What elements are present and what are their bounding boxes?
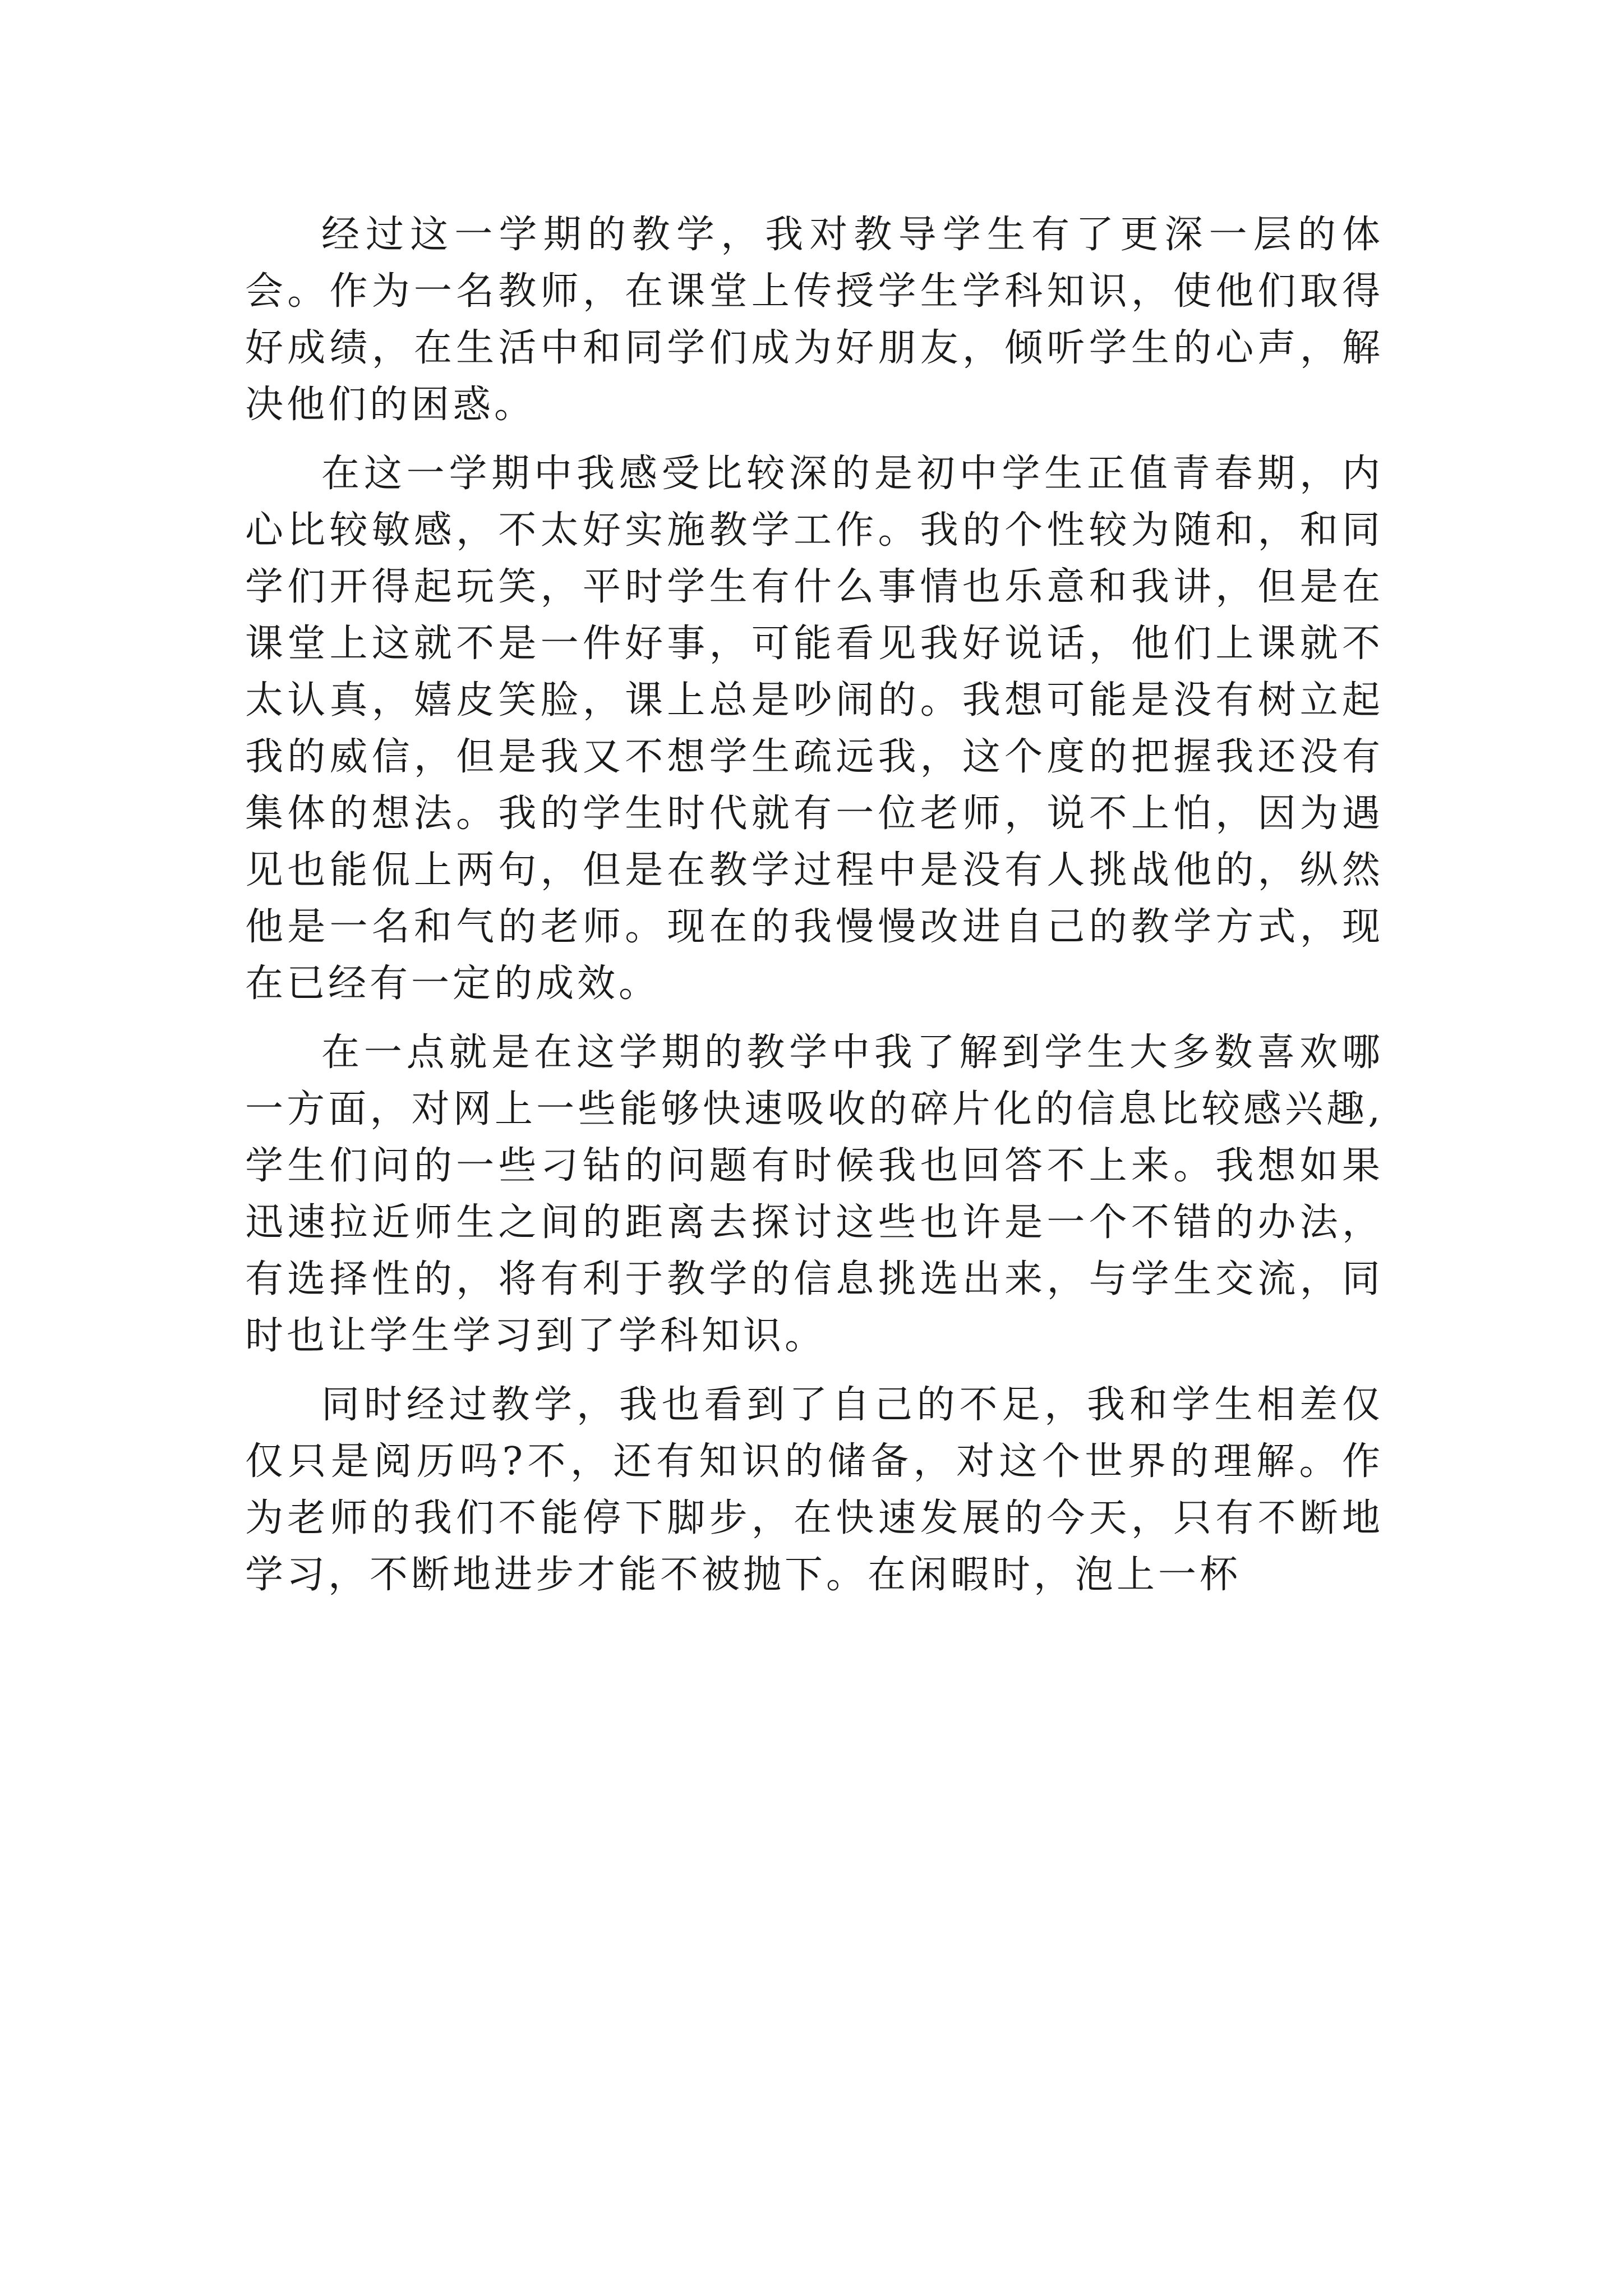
- document-body: [245, 206, 1384, 1603]
- paragraph-3: 在一点就是在这学期的教学中我了解到学生大多数喜欢哪一方面，对网上一些能够快速吸收的碎片化的信息比较感兴趣,学生们问的一些刁钻的问题有时候我也回答不上来。我想如果迅速拉近师生之间的距离去探讨这些也许是一个不错的办法，有选择性的，将有利于教学的信息挑选出来，与学生交流，同时也让学生学习到了学科知识。: [245, 1030, 1384, 1358]
- paragraph-1: 经过这一学期的教学，我对教导学生有了更深一层的体会。作为一名教师，在课堂上传授学生学科知识，使他们取得好成绩，在生活中和同学们成为好朋友，倾听学生的心声，解决他们的困惑。: [245, 213, 1384, 427]
- paragraph-2: 在这一学期中我感受比较深的是初中学生正值青春期，内心比较敏感，不太好实施教学工作。我的个性较为随和，和同学们开得起玩笑，平时学生有什么事情也乐意和我讲，但是在课堂上这就不是一件好事，可能看见我好说话，他们上课就不太认真，嬉皮笑脸，课上总是吵闹的。我想可能是没有树立起我的威信，但是我又不想学生疏远我，这个度的把握我还没有集体的想法。我的学生时代就有一位老师，说不上怕，因为遇见也能侃上两句，但是在教学过程中是没有人挑战他的，纵然他是一名和气的老师。现在的我慢慢改进自己的教学方式，现在已经有一定的成效。: [245, 452, 1384, 1006]
- paragraph-4: 同时经过教学，我也看到了自己的不足，我和学生相差仅仅只是阅历吗?不，还有知识的储备，对这个世界的理解。作为老师的我们不能停下脚步，在快速发展的今天，只有不断地学习，不断地进步才能不被抛下。在闲暇时，泡上一杯: [245, 1383, 1384, 1597]
